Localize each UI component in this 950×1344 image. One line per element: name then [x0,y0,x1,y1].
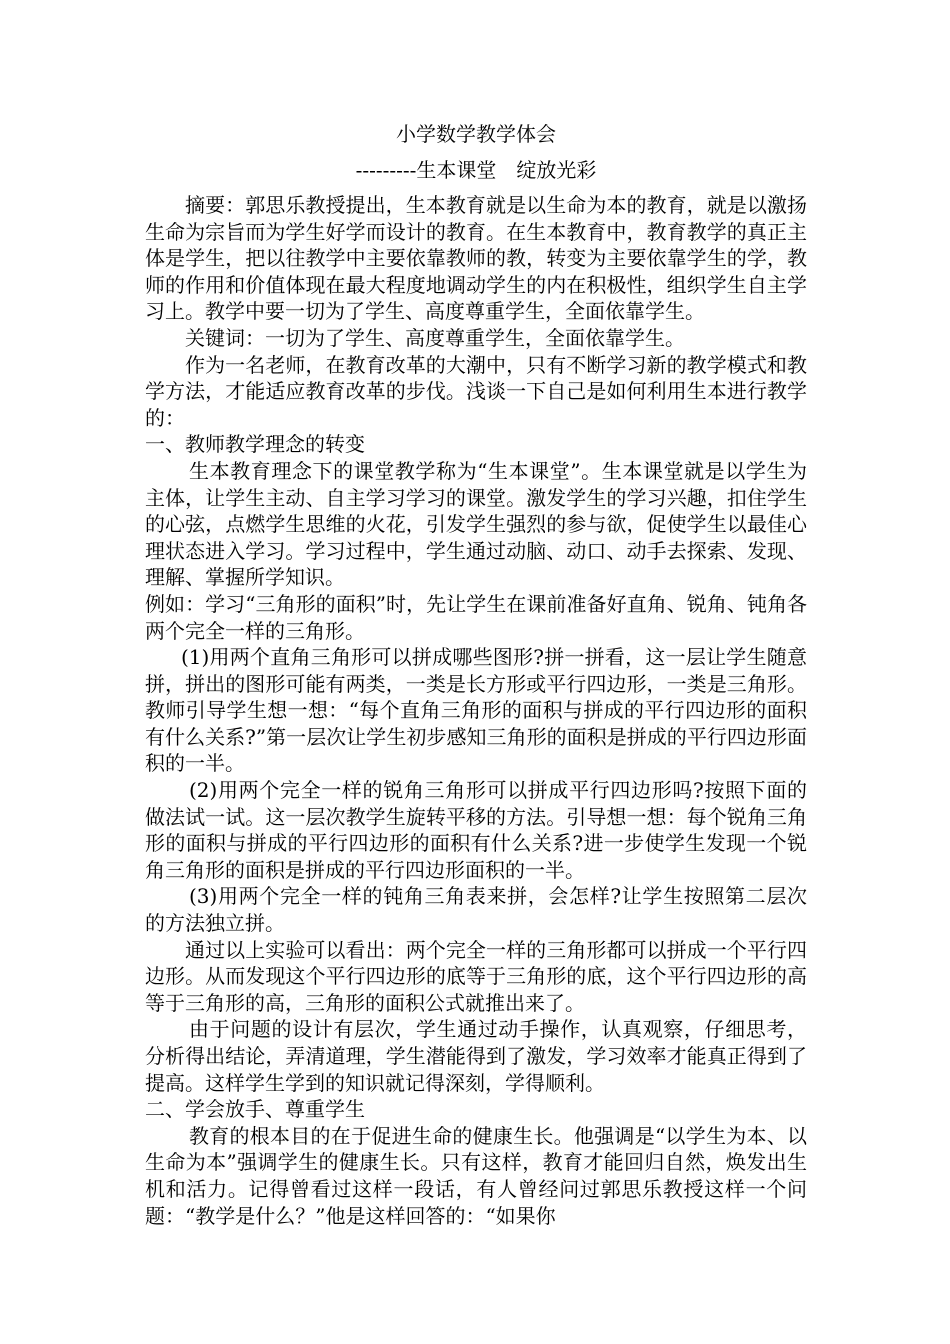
keywords-paragraph: 关键词：一切为了学生、高度尊重学生，全面依靠学生。 [185,325,685,350]
document-subtitle: ---------生本课堂 绽放光彩 [355,158,597,182]
document-title: 小学数学教学体会 [396,122,556,146]
section1-step-3: (3)用两个完全一样的钝角三角表来拼，会怎样?让学生按照第二层次的方法独立拼。 [145,884,807,936]
section2-paragraph: 教育的根本目的在于促进生命的健康生长。他强调是“以学生为本、以生命为本”强调学生的健康生长。只有这样，教育才能回归自然，焕发出生机和活力。记得曾看过这样一段话，有人曾经问过郭思乐教授这样一个问题：“教学是什么？”他是这样回答的：“如果你 [145,1123,807,1228]
section1-paragraph: 生本教育理念下的课堂教学称为“生本课堂”。生本课堂就是以学生为主体，让学生主动、自主学习学习的课堂。激发学生的学习兴趣，扣住学生的心弦，点燃学生思维的火花，引发学生强烈的参与欲，促使学生以最佳心理状态进入学习。学习过程中，学生通过动脑、动口、动手去探索、发现、理解、掌握所学知识。 [145,458,807,590]
intro-paragraph: 作为一名老师，在教育改革的大潮中，只有不断学习新的教学模式和教学方法，才能适应教育改革的步伐。浅谈一下自己是如何利用生本进行教学的： [145,352,807,430]
section1-conclusion: 通过以上实验可以看出：两个完全一样的三角形都可以拼成一个平行四边形。从而发现这个平行四边形的底等于三角形的底，这个平行四边形的高等于三角形的高，三角形的面积公式就推出来了。 [145,937,807,1015]
section1-step-1: (1)用两个直角三角形可以拼成哪些图形?拼一拼看，这一层让学生随意拼，拼出的图形可能有两类，一类是长方形或平行四边形，一类是三角形。教师引导学生想一想：“每个直角三角形的面积与拼成的平行四边形的面积有什么关系?”第一层次让学生初步感知三角形的面积是拼成的平行四边形面积的一半。 [145,645,807,776]
section1-step-2: (2)用两个完全一样的锐角三角形可以拼成平行四边形吗?按照下面的做法试一试。这一层次教学生旋转平移的方法。引导想一想：每个锐角三角形的面积与拼成的平行四边形的面积有什么关系?进一步使学生发现一个锐角三角形的面积是拼成的平行四边形面积的一半。 [145,778,807,882]
section-heading-2: 二、学会放手、尊重学生 [145,1097,365,1122]
document-body [145,116,807,1229]
section1-example: 例如：学习“三角形的面积”时，先让学生在课前准备好直角、锐角、钝角各两个完全一样的三角形。 [145,591,807,643]
abstract-paragraph: 摘要：郭思乐教授提出，生本教育就是以生命为本的教育，就是以激扬生命为宗旨而为学生好学而设计的教育。在生本教育中，教育教学的真正主体是学生，把以往教学中主要依靠教师的教，转变为主要依靠学生的学，教师的作用和价值体现在最大程度地调动学生的内在积极性，组织学生自主学习上。教学中要一切为了学生、高度尊重学生，全面依靠学生。 [145,193,807,324]
section1-summary: 由于问题的设计有层次，学生通过动手操作，认真观察，仔细思考，分析得出结论，弄清道理，学生潜能得到了激发，学习效率才能真正得到了提高。这样学生学到的知识就记得深刻，学得顺利。 [145,1017,807,1095]
section-heading-1: 一、教师教学理念的转变 [145,432,365,457]
